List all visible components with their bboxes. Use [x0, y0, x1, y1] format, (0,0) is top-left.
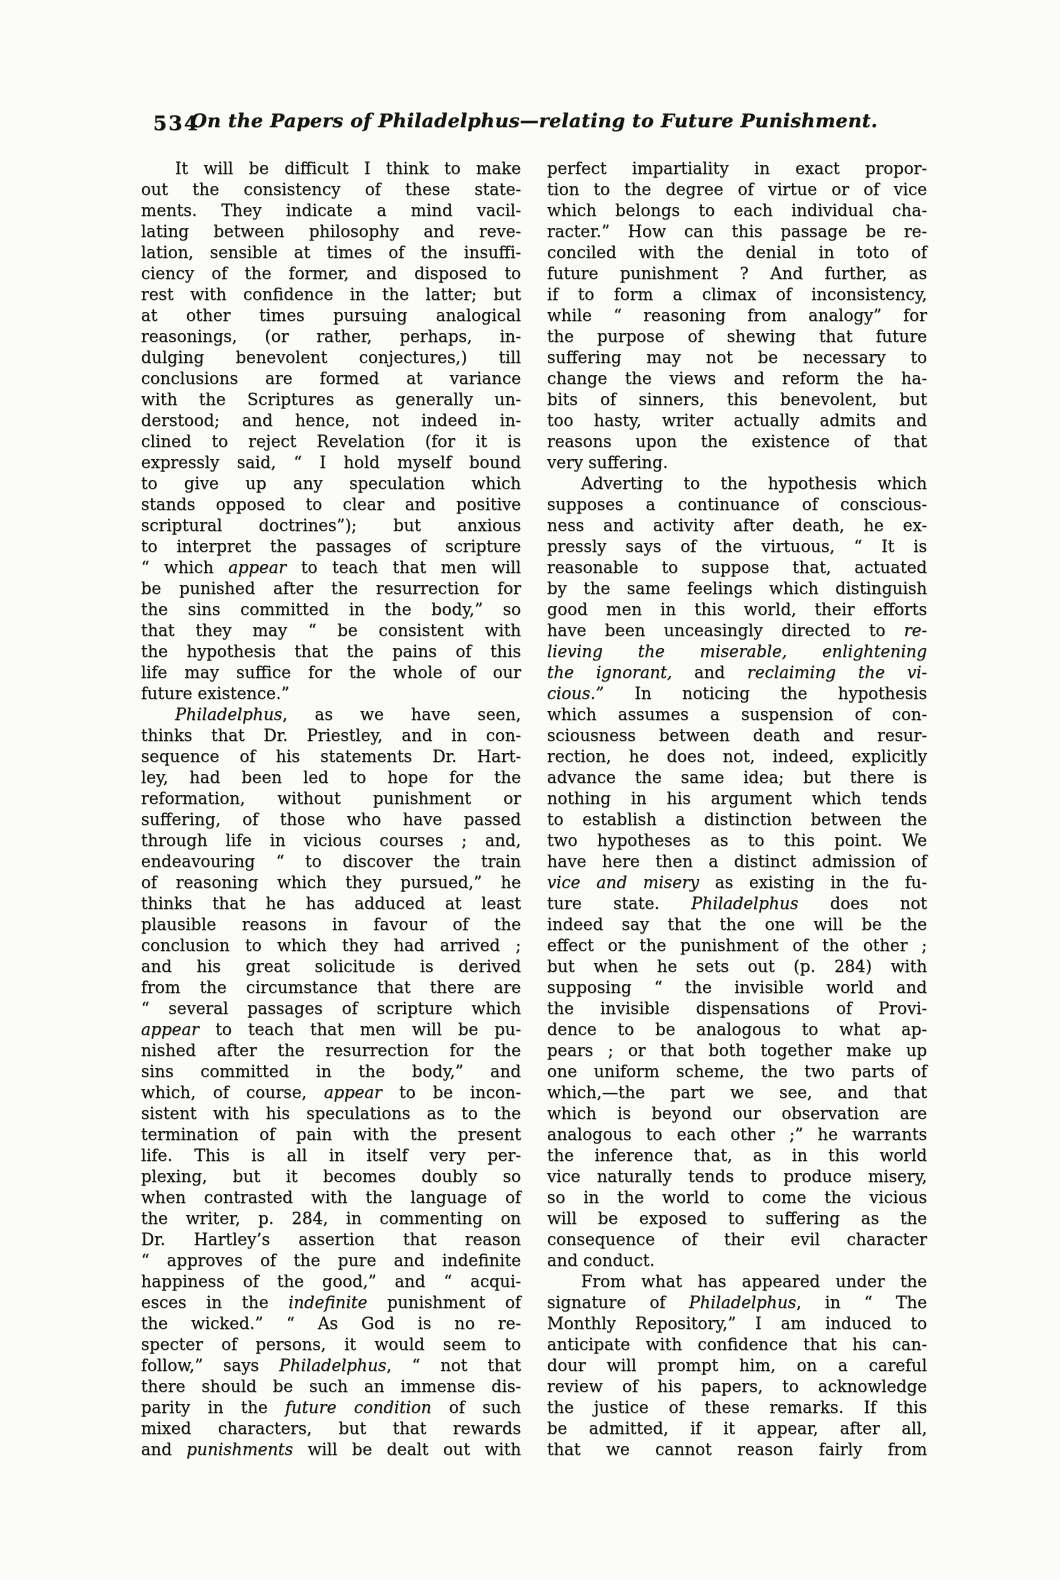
text-line: nothing in his argument which tends	[547, 789, 927, 808]
text-line: the ignorant, and reclaiming the vi-	[547, 663, 928, 682]
text-line: cious.” In noticing the hypothesis	[547, 684, 927, 703]
text-line: review of his papers, to acknowledge	[547, 1377, 927, 1396]
text-line: that they may “ be consistent with	[141, 621, 521, 640]
text-line: very suffering.	[547, 453, 668, 472]
text-line: happiness of the good,” and “ acqui-	[141, 1272, 521, 1291]
text-line: supposes a continuance of conscious-	[547, 495, 927, 514]
running-title: On the Papers of Philadelphus—relating to Future Punishment.	[190, 110, 878, 132]
text-line: that we cannot reason fairly from	[547, 1440, 927, 1459]
two-column-body	[141, 158, 927, 1460]
text-line: so in the world to come the vicious	[547, 1188, 927, 1207]
scanned-page	[141, 110, 927, 1460]
text-line: It will be difficult I think to make	[175, 159, 521, 178]
text-line: when contrasted with the language of	[141, 1188, 521, 1207]
text-line: specter of persons, it would seem to	[141, 1335, 521, 1354]
text-line: suffering, of those who have passed	[141, 810, 521, 829]
text-line: be punished after the resurrection for	[141, 579, 521, 598]
text-line: if to form a climax of inconsistency,	[547, 285, 927, 304]
text-line: racter.” How can this passage be re-	[547, 222, 927, 241]
text-line: supposing “ the invisible world and	[547, 978, 927, 997]
text-line: sistent with his speculations as to the	[141, 1104, 521, 1123]
text-line: with the Scriptures as generally un-	[141, 390, 521, 409]
text-line: appear to teach that men will be pu-	[141, 1020, 521, 1039]
text-line: the hypothesis that the pains of this	[141, 642, 521, 661]
text-line: the purpose of shewing that future	[547, 327, 927, 346]
text-line: which, of course, appear to be incon-	[141, 1083, 521, 1102]
text-line: advance the same idea; but there is	[547, 768, 927, 787]
text-line: vice naturally tends to produce misery,	[547, 1167, 927, 1186]
text-line: there should be such an immense dis-	[141, 1377, 521, 1396]
text-line: through life in vicious courses ; and,	[141, 831, 521, 850]
text-column-right	[547, 158, 927, 1460]
text-line: the sins committed in the body,” so	[141, 600, 521, 619]
text-line: stands opposed to clear and positive	[141, 495, 521, 514]
text-line: termination of pain with the present	[141, 1125, 521, 1144]
text-line: follow,” says Philadelphus, “ not that	[141, 1356, 521, 1375]
text-line: Monthly Repository,” I am induced to	[547, 1314, 927, 1333]
text-line: lieving the miserable, enlightening	[547, 642, 927, 661]
text-line: the invisible dispensations of Provi-	[547, 999, 927, 1018]
text-line: and his great solicitude is derived	[141, 957, 521, 976]
text-line: anticipate with confidence that his can-	[547, 1335, 927, 1354]
text-line: plexing, but it becomes doubly so	[141, 1167, 521, 1186]
text-line: pressly says of the virtuous, “ It is	[547, 537, 927, 556]
text-line: reasons upon the existence of that	[547, 432, 927, 451]
text-line: plausible reasons in favour of the	[141, 915, 521, 934]
text-line: while “ reasoning from analogy” for	[547, 306, 927, 325]
text-line: reformation, without punishment or	[141, 789, 521, 808]
text-line: the writer, p. 284, in commenting on	[141, 1209, 521, 1228]
text-line: effect or the punishment of the other ;	[547, 936, 927, 955]
text-line: endeavouring “ to discover the train	[141, 852, 521, 871]
text-line: esces in the indefinite punishment of	[141, 1293, 521, 1312]
text-line: too hasty, writer actually admits and	[547, 411, 927, 430]
text-line: reasonable to suppose that, actuated	[547, 558, 927, 577]
text-line: which assumes a suspension of con-	[547, 705, 927, 724]
text-line: dulging benevolent conjectures,) till	[141, 348, 521, 367]
text-line: scriptural doctrines”); but anxious	[141, 516, 521, 535]
text-line: conclusions are formed at variance	[141, 369, 521, 388]
text-line: will be exposed to suffering as the	[547, 1209, 927, 1228]
text-line: perfect impartiality in exact propor-	[547, 159, 927, 178]
text-line: rection, he does not, indeed, explicitly	[547, 747, 927, 766]
text-line: change the views and reform the ha-	[547, 369, 927, 388]
text-line: to give up any speculation which	[141, 474, 521, 493]
text-line: “ which appear to teach that men will	[141, 558, 521, 577]
text-line: ture state. Philadelphus does not	[547, 894, 927, 913]
text-line: which is beyond our observation are	[547, 1104, 927, 1123]
text-line: thinks that he has adduced at least	[141, 894, 521, 913]
text-line: ley, had been led to hope for the	[141, 768, 521, 787]
text-line: one uniform scheme, the two parts of	[547, 1062, 927, 1081]
text-line: dence to be analogous to what ap-	[547, 1020, 927, 1039]
text-line: lation, sensible at times of the insuffi-	[141, 243, 521, 262]
text-line: clined to reject Revelation (for it is	[141, 432, 521, 451]
text-line: mixed characters, but that rewards	[141, 1419, 521, 1438]
text-line: out the consistency of these state-	[141, 180, 521, 199]
text-line: analogous to each other ;” he warrants	[547, 1125, 927, 1144]
text-line: but when he sets out (p. 284) with	[547, 957, 927, 976]
text-line: conciled with the denial in toto of	[547, 243, 927, 262]
text-line: life may suffice for the whole of our	[141, 663, 521, 682]
text-line: the wicked.” “ As God is no re-	[141, 1314, 521, 1333]
text-line: and punishments will be dealt out with	[141, 1440, 522, 1459]
text-line: thinks that Dr. Priestley, and in con-	[141, 726, 521, 745]
text-line: the justice of these remarks. If this	[547, 1398, 927, 1417]
text-line: parity in the future condition of such	[141, 1398, 521, 1417]
text-line: future punishment ? And further, as	[547, 264, 927, 283]
text-line: nished after the resurrection for the	[141, 1041, 521, 1060]
text-line: sequence of his statements Dr. Hart-	[141, 747, 521, 766]
text-line: rest with confidence in the latter; but	[141, 285, 521, 304]
text-line: Philadelphus, as we have seen,	[175, 705, 521, 724]
text-line: ness and activity after death, he ex-	[547, 516, 927, 535]
text-line: by the same feelings which distinguish	[547, 579, 927, 598]
text-line: of reasoning which they pursued,” he	[141, 873, 521, 892]
text-line: which,—the part we see, and that	[547, 1083, 927, 1102]
text-line: dour will prompt him, on a careful	[547, 1356, 927, 1375]
text-line: which belongs to each individual cha-	[547, 201, 927, 220]
text-line: bits of sinners, this benevolent, but	[547, 390, 927, 409]
text-line: tion to the degree of virtue or of vice	[547, 180, 927, 199]
text-line: Adverting to the hypothesis which	[581, 474, 927, 493]
text-line: Dr. Hartley’s assertion that reason	[141, 1230, 521, 1249]
paragraph	[141, 704, 521, 1460]
text-line: sins committed in the body,” and	[141, 1062, 521, 1081]
page-header	[141, 110, 927, 140]
text-line: expressly said, “ I hold myself bound	[141, 453, 521, 472]
text-line: to establish a distinction between the	[547, 810, 927, 829]
text-line: from the circumstance that there are	[141, 978, 521, 997]
text-line: lating between philosophy and reve-	[141, 222, 521, 241]
text-line: have been unceasingly directed to re-	[547, 621, 927, 640]
text-line: reasonings, (or rather, perhaps, in-	[141, 327, 521, 346]
text-line: good men in this world, their efforts	[547, 600, 927, 619]
text-line: consequence of their evil character	[547, 1230, 927, 1249]
text-line: derstood; and hence, not indeed in-	[141, 411, 521, 430]
text-line: vice and misery as existing in the fu-	[547, 873, 927, 892]
text-column-left	[141, 158, 521, 1460]
text-line: From what has appeared under the	[581, 1272, 927, 1291]
paragraph	[547, 473, 927, 1271]
text-line: to interpret the passages of scripture	[141, 537, 521, 556]
text-line: indeed say that the one will be the	[547, 915, 927, 934]
text-line: future existence.”	[141, 684, 290, 703]
paragraph	[141, 158, 521, 704]
text-line: “ approves of the pure and indefinite	[141, 1251, 521, 1270]
text-line: sciousness between death and resur-	[547, 726, 927, 745]
text-line: the inference that, as in this world	[547, 1146, 927, 1165]
text-line: life. This is all in itself very per-	[141, 1146, 521, 1165]
text-line: “ several passages of scripture which	[141, 999, 521, 1018]
text-line: ciency of the former, and disposed to	[141, 264, 521, 283]
text-line: pears ; or that both together make up	[547, 1041, 927, 1060]
text-line: be admitted, if it appear, after all,	[547, 1419, 927, 1438]
text-line: conclusion to which they had arrived ;	[141, 936, 521, 955]
text-line: ments. They indicate a mind vacil-	[141, 201, 521, 220]
page-number: 534	[153, 111, 200, 135]
text-line: suffering may not be necessary to	[547, 348, 927, 367]
paragraph	[547, 158, 927, 473]
text-line: at other times pursuing analogical	[141, 306, 521, 325]
text-line: signature of Philadelphus, in “ The	[547, 1293, 927, 1312]
text-line: have here then a distinct admission of	[547, 852, 927, 871]
text-line: two hypotheses as to this point. We	[547, 831, 927, 850]
paragraph	[547, 1271, 927, 1460]
text-line: and conduct.	[547, 1251, 655, 1270]
